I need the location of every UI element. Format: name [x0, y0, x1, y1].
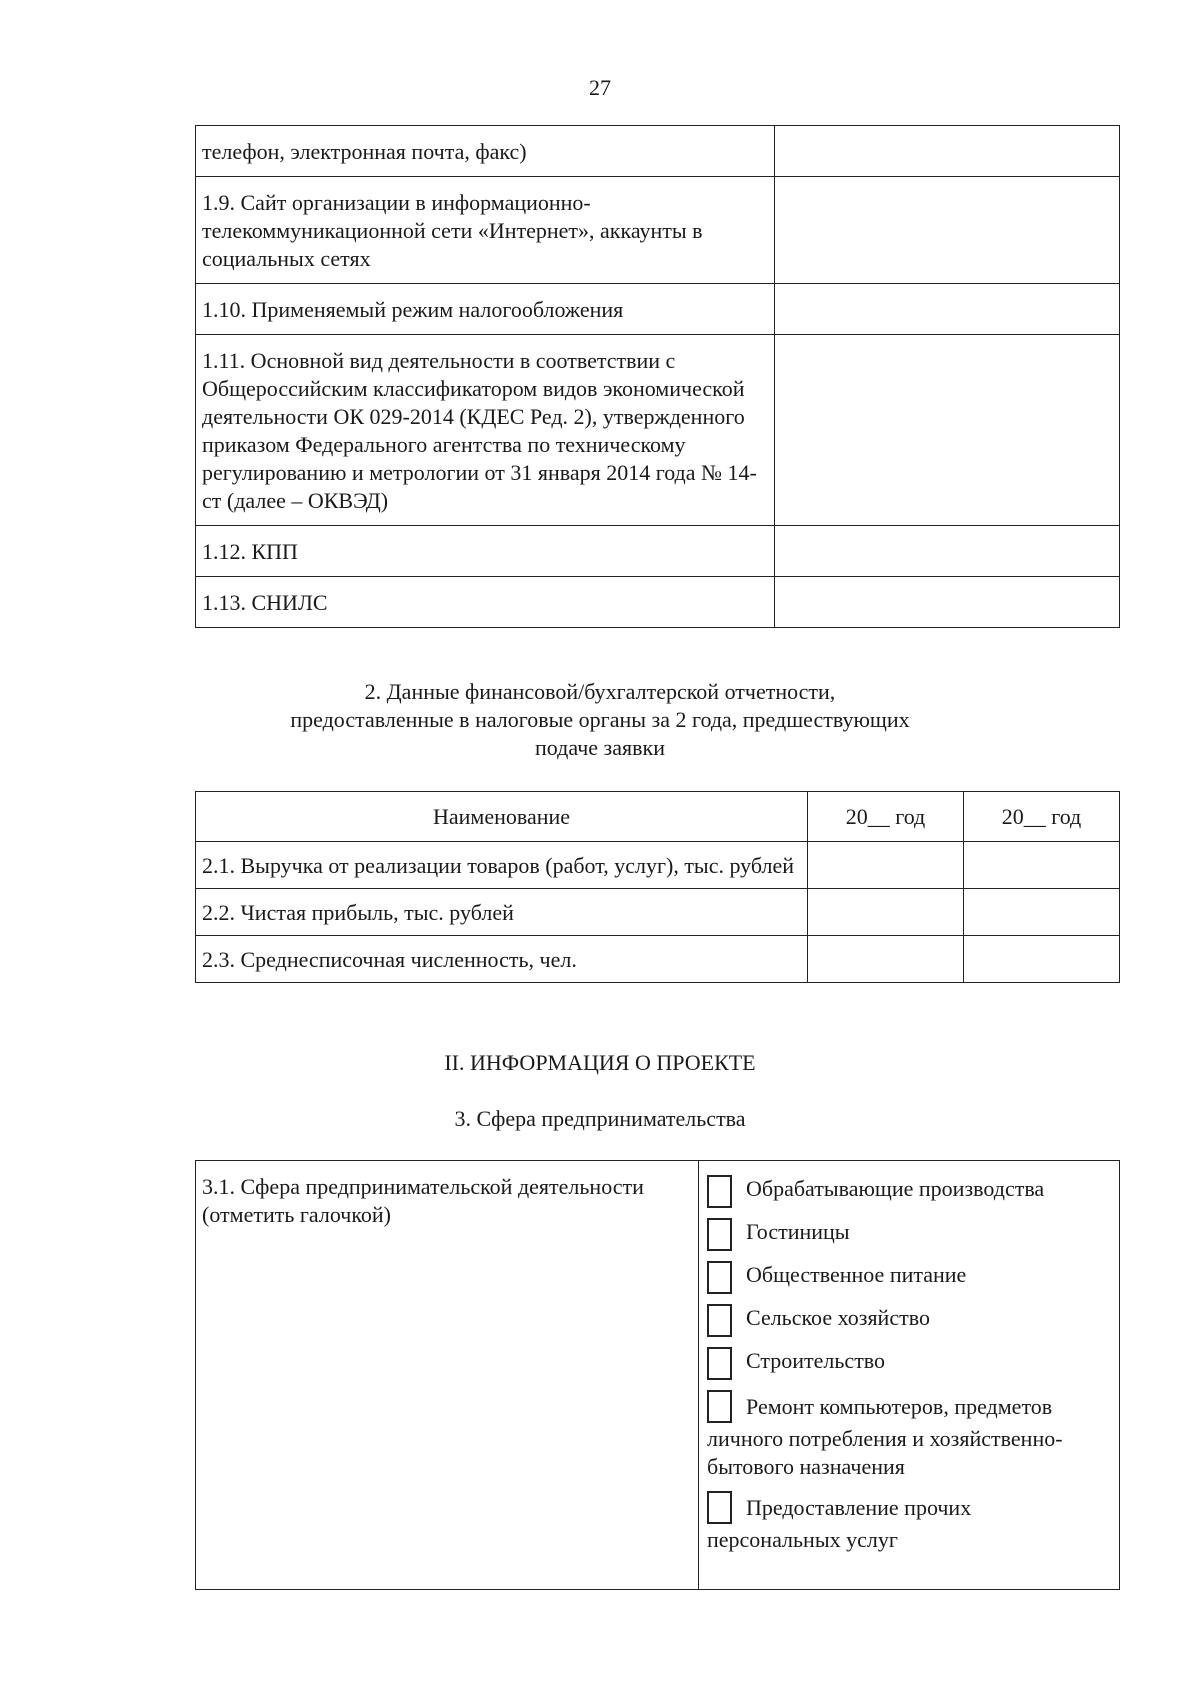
section2-heading-line2: предоставленные в налоговые органы за 2 года, предшествующих	[290, 707, 910, 732]
option-hotels	[707, 1218, 1113, 1251]
checkbox[interactable]	[707, 1390, 732, 1423]
checkbox[interactable]	[707, 1304, 732, 1337]
option-label: Общественное питание	[746, 1262, 967, 1287]
table-row	[196, 889, 1120, 936]
option-construction	[707, 1347, 1113, 1380]
option-repair	[707, 1390, 1113, 1481]
table-row	[196, 126, 1120, 177]
section2-heading-line1: 2. Данные финансовой/бухгалтерской отчетности,	[364, 679, 836, 704]
value-cell[interactable]	[775, 177, 1120, 284]
option-label-continued: персональных услуг	[707, 1527, 898, 1552]
option-label: Строительство	[746, 1348, 886, 1373]
option-agriculture	[707, 1304, 1113, 1337]
value-cell[interactable]	[964, 842, 1120, 889]
part2-title: II. ИНФОРМАЦИЯ О ПРОЕКТЕ	[444, 1050, 756, 1075]
table-row	[196, 177, 1120, 284]
financial-report-table	[195, 791, 1120, 983]
row-label: 2.1. Выручка от реализации товаров (работ, услуг), тыс. рублей	[196, 842, 808, 889]
section2-heading	[0, 678, 1200, 762]
table-row	[196, 1161, 1120, 1590]
row-label: 2.3. Среднесписочная численность, чел.	[196, 936, 808, 983]
section2-heading-line3: подаче заявки	[535, 735, 665, 760]
column-header-year-2: 20__ год	[964, 792, 1120, 842]
checkbox[interactable]	[707, 1261, 732, 1294]
row-label: 1.13. СНИЛС	[196, 577, 775, 628]
row-label: телефон, электронная почта, факс)	[196, 126, 775, 177]
header-row	[196, 792, 1120, 842]
row-label: 1.11. Основной вид деятельности в соответствии с Общероссийским классификатором видов экономической деятельности ОК 029-2014 (КДЕС Ред. 2), утвержденного приказом Федерального агентства по техническому регулированию и метрологии от 31 января 2014 года № 14-ст (далее – ОКВЭД)	[196, 335, 775, 526]
section3-heading: 3. Сфера предпринимательства	[454, 1106, 746, 1131]
value-cell[interactable]	[775, 335, 1120, 526]
table-row	[196, 577, 1120, 628]
value-cell[interactable]	[808, 936, 964, 983]
option-manufacturing	[707, 1175, 1113, 1208]
option-label: Гостиницы	[746, 1219, 850, 1244]
table-row	[196, 842, 1120, 889]
table-row	[196, 335, 1120, 526]
row-label: 3.1. Сфера предпринимательской деятельности (отметить галочкой)	[196, 1161, 699, 1590]
row-label: 1.9. Сайт организации в информационно-телекоммуникационной сети «Интернет», аккаунты в социальных сетях	[196, 177, 775, 284]
row-label: 1.10. Применяемый режим налогообложения	[196, 284, 775, 335]
value-cell[interactable]	[775, 526, 1120, 577]
option-personal-services	[707, 1491, 1113, 1554]
table-row	[196, 284, 1120, 335]
business-sphere-table	[195, 1160, 1120, 1590]
value-cell[interactable]	[808, 842, 964, 889]
column-header-name: Наименование	[196, 792, 808, 842]
row-label: 2.2. Чистая прибыль, тыс. рублей	[196, 889, 808, 936]
value-cell[interactable]	[964, 889, 1120, 936]
value-cell[interactable]	[964, 936, 1120, 983]
value-cell[interactable]	[775, 126, 1120, 177]
table-row	[196, 936, 1120, 983]
option-catering	[707, 1261, 1113, 1294]
value-cell[interactable]	[775, 284, 1120, 335]
option-label: Обрабатывающие производства	[746, 1176, 1045, 1201]
option-label-continued: личного потребления и хозяйственно-бытового назначения	[707, 1426, 1063, 1479]
checkbox[interactable]	[707, 1218, 732, 1251]
checkbox[interactable]	[707, 1347, 732, 1380]
option-label: Ремонт компьютеров, предметов	[746, 1393, 1053, 1419]
option-label: Предоставление прочих	[746, 1494, 972, 1520]
checkbox[interactable]	[707, 1491, 732, 1524]
checkbox[interactable]	[707, 1175, 732, 1208]
options-cell	[699, 1161, 1120, 1590]
value-cell[interactable]	[808, 889, 964, 936]
option-label: Сельское хозяйство	[746, 1305, 930, 1330]
column-header-year-1: 20__ год	[808, 792, 964, 842]
row-label: 1.12. КПП	[196, 526, 775, 577]
page-number: 27	[589, 75, 611, 100]
table-row	[196, 526, 1120, 577]
value-cell[interactable]	[775, 577, 1120, 628]
organization-info-table	[195, 125, 1120, 628]
